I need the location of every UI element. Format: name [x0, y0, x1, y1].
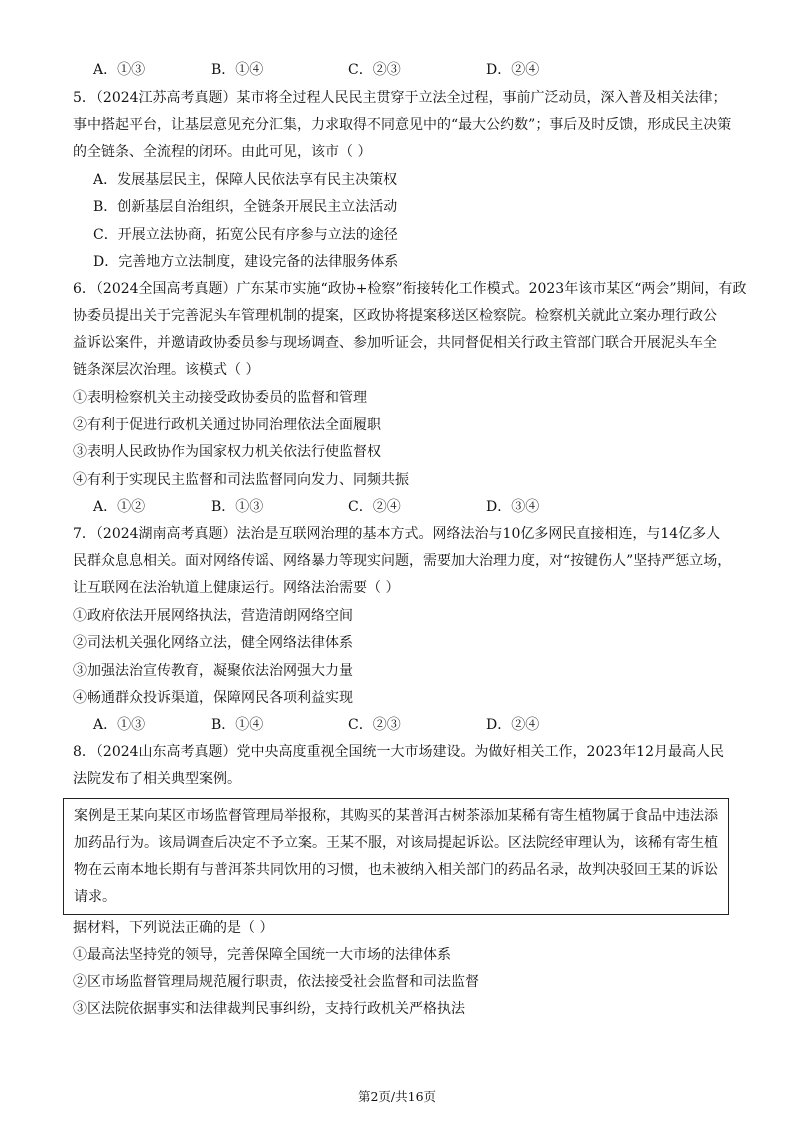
q6-option-c: C．②④: [348, 499, 401, 515]
q8-material-box: [63, 798, 729, 915]
q7-stem-line: 民群众息息相关。面对网络传谣、网络暴力等现实问题，需要加大治理力度，对“按键伤人”坚持严惩立场，: [73, 553, 732, 569]
q6-option-b: B．①③: [211, 499, 264, 515]
q5-stem-line: 事中搭起平台，让基层意见充分汇集，力求取得不同意见中的“最大公约数”；事后及时反馈，形成民主决策: [73, 117, 732, 133]
q8-statement-2: ②区市场监督管理局规范履行职责，依法接受社会监督和司法监督: [73, 974, 479, 990]
q5-stem-line: 5．（2024江苏高考真题）某市将全过程人民民主贯穿于立法全过程，事前广泛动员，深入普及相关法律；: [73, 90, 727, 106]
q8-material-line: 加药品行为。该局调查后决定不予立案。王某不服，对该局提起诉讼。区法院经审理认为，该稀有寄生植: [74, 835, 718, 851]
q7-statement-4: ④畅通群众投诉渠道，保障网民各项利益实现: [73, 690, 353, 706]
q7-option-c: C．②③: [348, 717, 401, 733]
q8-question: 据材料，下列说法正确的是（ ）: [73, 920, 274, 936]
q7-statement-1: ①政府依法开展网络执法，营造清朗网络空间: [73, 608, 353, 624]
q4-option-d: D．②④: [486, 62, 540, 78]
q6-statement-3: ③表明人民政协作为国家权力机关依法行使监督权: [73, 444, 381, 460]
q7-option-d: D．②④: [486, 717, 540, 733]
q8-stem-line: 8．（2024山东高考真题）党中央高度重视全国统一大市场建设。为做好相关工作，2023年12月最高人民: [73, 744, 724, 760]
q7-statement-3: ③加强法治宣传教育，凝聚依法治网强大力量: [73, 663, 353, 679]
page-number: 第2页/共16页: [357, 1089, 437, 1104]
q8-stem-line: 法院发布了相关典型案例。: [73, 771, 241, 787]
q6-statement-4: ④有利于实现民主监督和司法监督同向发力、同频共振: [73, 472, 409, 488]
q8-material-line: 请求。: [74, 889, 116, 905]
q8-statement-3: ③区法院依据事实和法律裁判民事纠纷，支持行政机关严格执法: [73, 1001, 465, 1017]
q4-option-c: C．②③: [348, 62, 401, 78]
q8-material-line: 案例是王某向某区市场监督管理局举报称，其购买的某普洱古树茶添加某稀有寄生植物属于食品中违法添: [74, 808, 718, 824]
q5-choice-a: A．发展基层民主，保障人民依法享有民主决策权: [93, 172, 398, 188]
q5-choice-c: C．开展立法协商，拓宽公民有序参与立法的途径: [93, 227, 398, 243]
q6-stem-line: 协委员提出关于完善泥头车管理机制的提案，区政协将提案移送区检察院。检察机关就此立案办理行政公: [73, 308, 717, 324]
q6-statement-1: ①表明检察机关主动接受政协委员的监督和管理: [73, 390, 367, 406]
q6-stem-line: 链条深层次治理。该模式（ ）: [73, 362, 260, 378]
q7-stem-line: 让互联网在法治轨道上健康运行。网络法治需要（ ）: [73, 580, 400, 596]
q8-material-line: 物在云南本地长期有与普洱茶共同饮用的习惯，也未被纳入相关部门的药品名录，故判决驳回王某的诉讼: [74, 862, 718, 878]
q6-option-a: A．①②: [93, 499, 146, 515]
q5-choice-b: B．创新基层自治组织，全链条开展民主立法活动: [93, 199, 398, 215]
q6-stem-line: 6．（2024全国高考真题）广东某市实施“政协+检察”衔接转化工作模式。2023年该市某区“两会”期间，有政: [73, 281, 747, 297]
q4-option-b: B．①④: [211, 62, 264, 78]
q7-option-a: A．①③: [93, 717, 146, 733]
q5-stem-line: 的全链条、全流程的闭环。由此可见，该市（ ）: [73, 144, 372, 160]
q4-option-a: A．①③: [93, 62, 146, 78]
q6-stem-line: 益诉讼案件，并邀请政协委员参与现场调查、参加听证会，共同督促相关行政主管部门联合开展泥头车全: [73, 335, 717, 351]
q6-option-d: D．③④: [486, 499, 540, 515]
q7-option-b: B．①④: [211, 717, 264, 733]
q7-statement-2: ②司法机关强化网络立法，健全网络法律体系: [73, 635, 353, 651]
q7-stem-line: 7．（2024湖南高考真题）法治是互联网治理的基本方式。网络法治与10亿多网民直接相连，与14亿多人: [73, 526, 721, 542]
q5-choice-d: D．完善地方立法制度，建设完备的法律服务体系: [93, 254, 399, 270]
q6-statement-2: ②有利于促进行政机关通过协同治理依法全面履职: [73, 417, 381, 433]
q8-statement-1: ①最高法坚持党的领导，完善保障全国统一大市场的法律体系: [73, 947, 451, 963]
